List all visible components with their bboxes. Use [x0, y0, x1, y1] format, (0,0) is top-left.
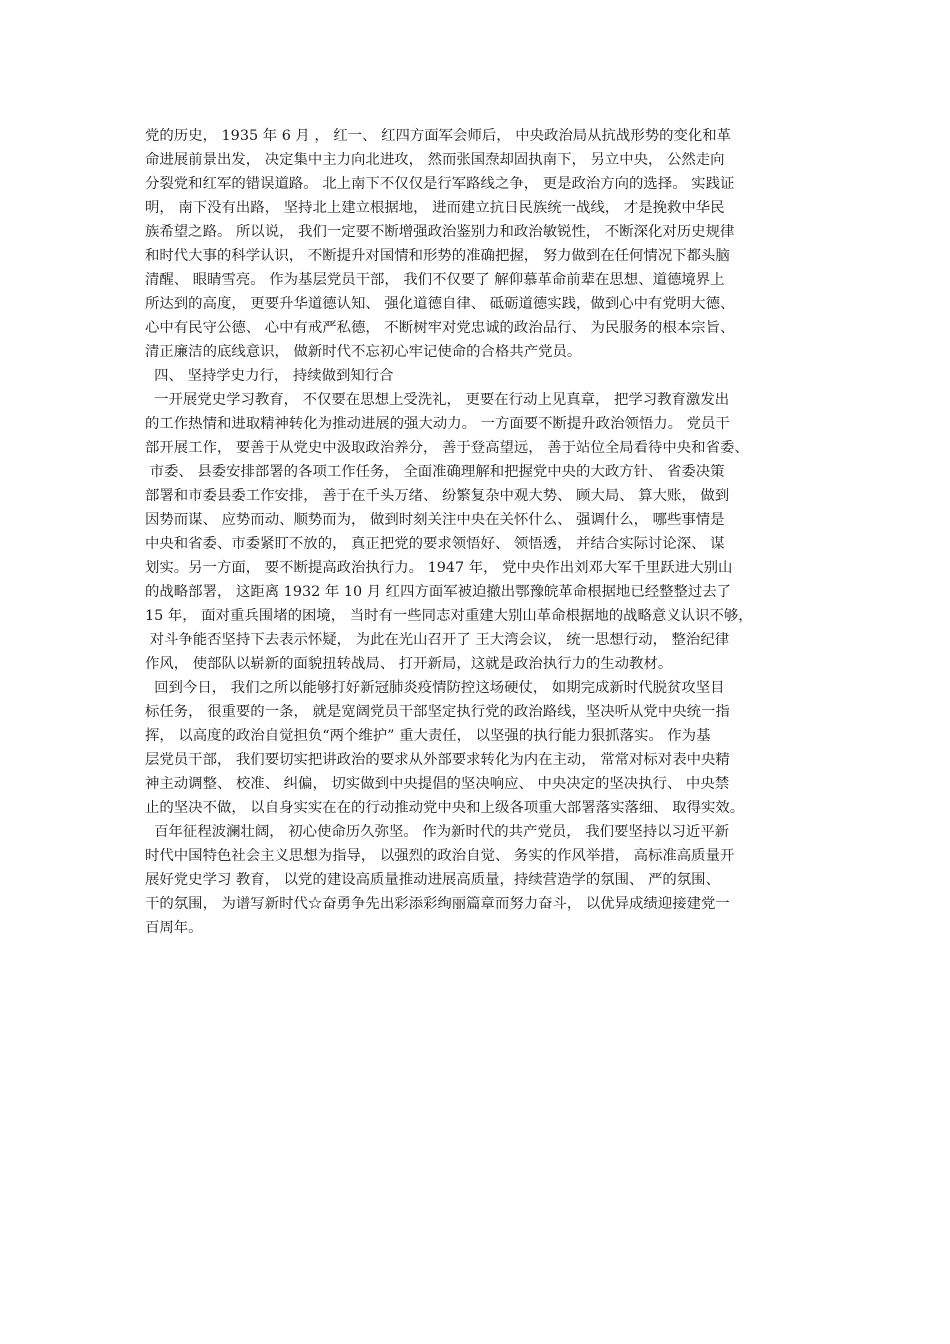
text-line: 划实。另一方面， 要不断提高政治执行力。 1947 年， 党中央作出刘邓大军千里跃进大别山	[145, 560, 733, 576]
section-heading: 四、 坚持学史力行， 持续做到知行合	[145, 368, 394, 384]
text-line: 百周年。	[145, 920, 203, 936]
text-line: 清醒、 眼睛雪亮。 作为基层党员干部， 我们不仅要了 解仰慕革命前辈在思想、道德境界上	[145, 272, 725, 288]
text-line: 分裂党和红军的错误道路。 北上南下不仅仅是行军路线之争， 更是政治方向的选择。 实践证	[145, 176, 735, 192]
text-line: 时代中国特色社会主义思想为指导， 以强烈的政治自觉、 务实的作风举措， 高标准高质量开	[145, 848, 735, 864]
text-line: 标任务， 很重要的一条， 就是宽阔党员干部坚定执行党的政治路线，坚决听从党中央统一指	[145, 704, 730, 720]
text-line: 的战略部署， 这距离 1932 年 10 月 红四方面军被迫撤出鄂豫皖革命根据地已经整整过去了	[145, 584, 732, 600]
text-line: 对斗争能否坚持下去表示怀疑， 为此在光山召开了 王大湾会议， 统一思想行动， 整治纪律	[145, 632, 730, 648]
text-line: 作风， 使部队以崭新的面貌扭转战局、 打开新局，这就是政治执行力的生动教材。	[145, 656, 673, 672]
text-line: 百年征程波澜壮阔， 初心使命历久弥坚。 作为新时代的共产党员， 我们要坚持以习近平新	[145, 824, 730, 840]
text-line: 层党员干部， 我们要切实把讲政治的要求从外部要求转化为内在主动， 常常对标对表中央精	[145, 752, 730, 768]
text-line: 中央和省委、市委紧盯不放的， 真正把党的要求领悟好、 领悟透， 并结合实际讨论深、 谋	[145, 536, 725, 552]
text-line: 因势而谋、 应势而动、顺势而为， 做到时刻关注中央在关怀什么、 强调什么， 哪些事情是	[145, 512, 725, 528]
text-line: 和时代大事的科学认识， 不断提升对国情和形势的准确把握， 努力做到在任何情况下都头脑	[145, 248, 730, 264]
text-line: 展好党史学习 教育， 以党的建设高质量推动进展高质量，持续营造学的氛围、 严的氛围、	[145, 872, 720, 888]
text-line: 部署和市委县委工作安排， 善于在千头万绪、 纷繁复杂中观大势、 顾大局、 算大账， 做到	[145, 488, 730, 504]
text-line: 干的氛围， 为谱写新时代☆奋勇争先出彩添彩绚丽篇章而努力奋斗， 以优异成绩迎接建党一	[145, 896, 730, 912]
text-line: 止的坚决不做， 以自身实实在在的行动推动党中央和上级各项重大部署落实落细、 取得实效。	[145, 800, 745, 816]
text-line: 神主动调整、 校准、 纠偏， 切实做到中央提倡的坚决响应、 中央决定的坚决执行、 中央禁	[145, 776, 730, 792]
text-line: 的工作热情和进取精神转化为推动进展的强大动力。 一方面要不断提升政治领悟力。 党员干	[145, 416, 730, 432]
text-line: 所达到的高度， 更要升华道德认知、 强化道德自律、 砥砺道德实践，做到心中有党明大德、	[145, 296, 735, 312]
text-line: 党的历史， 1935 年 6 月 ， 红一、 红四方面军会师后， 中央政治局从抗战形势的变化和革	[145, 128, 732, 144]
text-line: 明， 南下没有出路， 坚持北上建立根据地， 进而建立抗日民族统一战线， 才是挽救中华民	[145, 200, 725, 216]
text-line: 市委、 县委安排部署的各项工作任务， 全面准确理解和把握党中央的大政方针、 省委决策	[145, 464, 725, 480]
text-line: 命进展前景出发， 决定集中主力向北进攻， 然而张国焘却固执南下， 另立中央， 公然走向	[145, 152, 725, 168]
text-line: 族希望之路。 所以说， 我们一定要不断增强政治鉴别力和政治敏锐性， 不断深化对历史规律	[145, 224, 735, 240]
text-line: 回到今日， 我们之所以能够打好新冠肺炎疫情防控这场硬仗， 如期完成新时代脱贫攻坚目	[145, 680, 725, 696]
text-line: 一开展党史学习教育， 不仅要在思想上受洗礼， 更要在行动上见真章， 把学习教育激发出	[145, 392, 730, 408]
text-line: 清正廉洁的底线意识， 做新时代不忘初心牢记使命的合格共产党员。	[145, 344, 582, 360]
text-line: 挥， 以高度的政治自觉担负“两个维护” 重大责任， 以坚强的执行能力狠抓落实。 作为基	[145, 728, 711, 744]
text-line: 心中有民守公德、 心中有戒严私德， 不断树牢对党忠诚的政治品行、 为民服务的根本宗旨、	[145, 320, 735, 336]
document-body	[145, 124, 825, 940]
text-line: 部开展工作， 要善于从党史中汲取政治养分， 善于登高望远， 善于站位全局看待中央和省委、	[145, 440, 749, 456]
text-line: 15 年， 面对重兵围堵的困境， 当时有一些同志对重建大别山革命根据地的战略意义认识不够，	[145, 608, 753, 624]
